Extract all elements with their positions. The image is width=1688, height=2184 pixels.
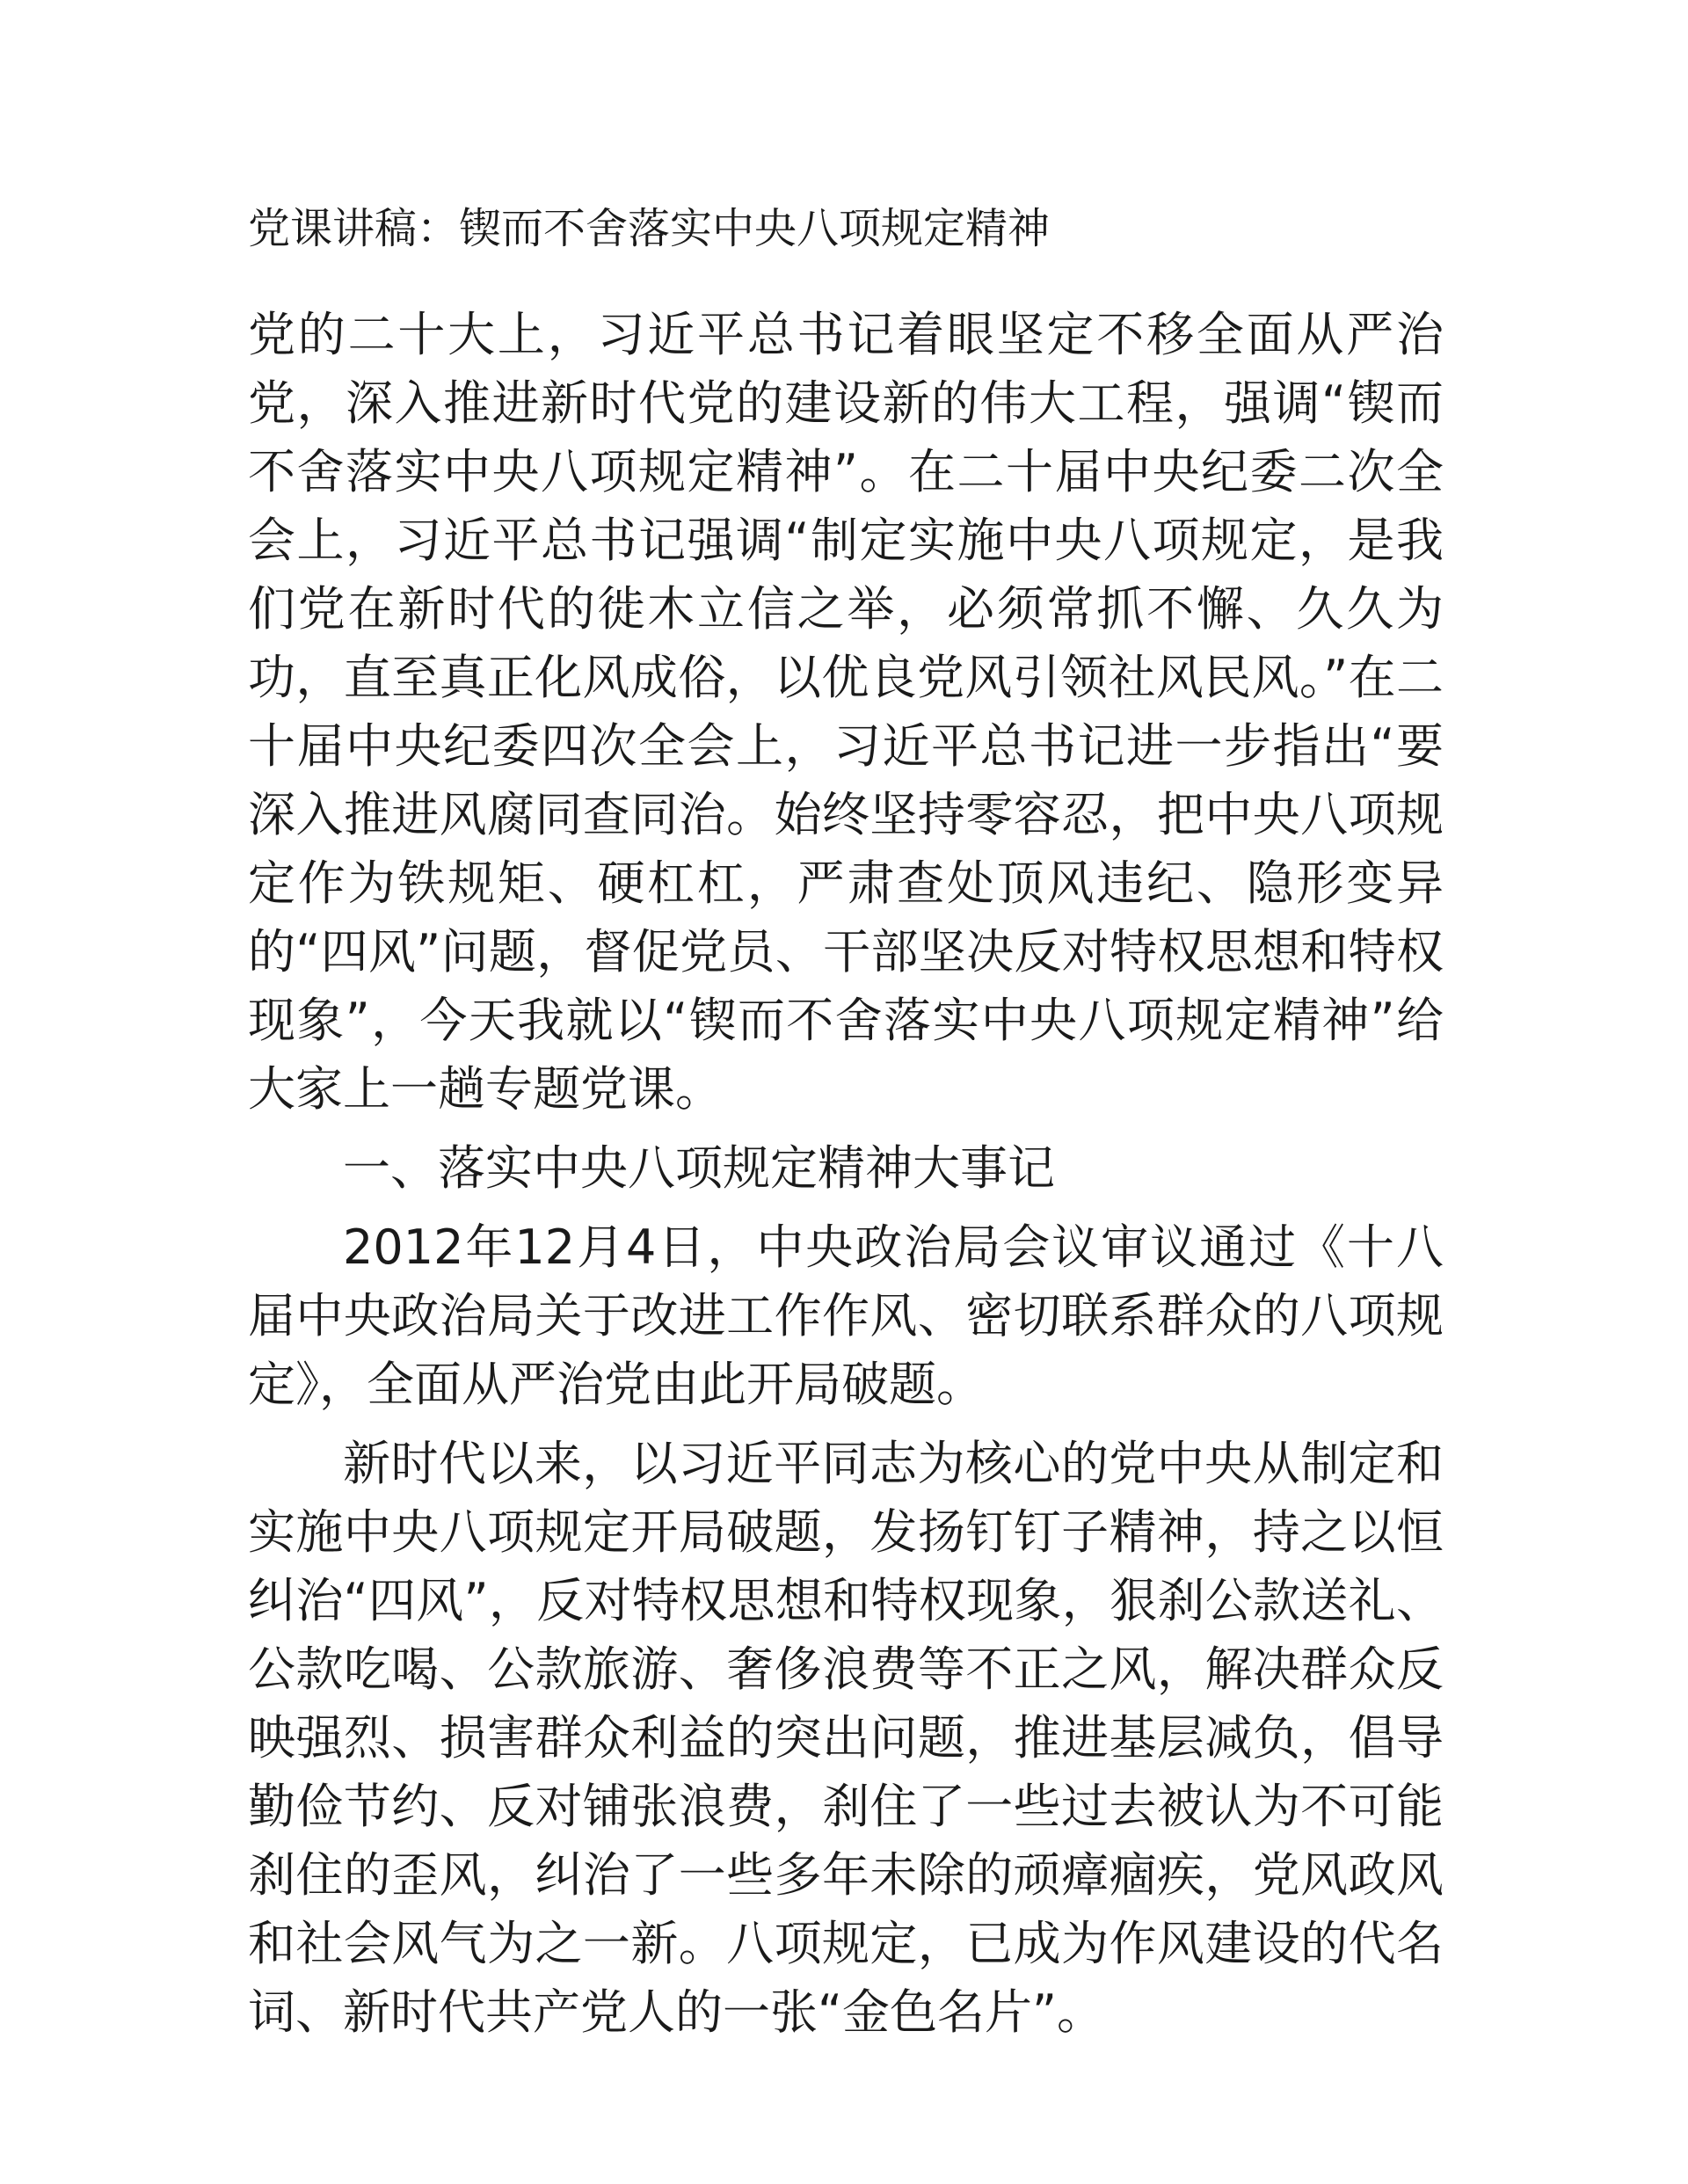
section-heading: 一、落实中央八项规定精神大事记	[343, 1140, 1055, 1196]
document-title: 党课讲稿：锲而不舍落实中央八项规定精神	[248, 204, 1051, 253]
intro-paragraph: 党的二十大上，习近平总书记着眼坚定不移全面从严治党，深入推进新时代党的建设新的伟大工程，强调“锲而不舍落实中央八项规定精神”。在二十届中央纪委二次全会上，习近平总书记强调“制定实施中央八项规定，是我们党在新时代的徙木立信之举，必须常抓不懈、久久为功，直至真正化风成俗，以优良党风引领社风民风。”在二十届中央纪委四次全会上，习近平总书记进一步指出“要深入推进风腐同查同治。始终坚持零容忍，把中央八项规定作为铁规矩、硬杠杠，严肃查处顶风违纪、隐形变异的“四风”问题，督促党员、干部坚决反对特权思想和特权现象”，今天我就以“锲而不舍落实中央八项规定精神”给大家上一趟专题党课。	[248, 307, 1444, 1117]
document-page	[248, 193, 1444, 2047]
summary-paragraph: 新时代以来，以习近平同志为核心的党中央从制定和实施中央八项规定开局破题，发扬钉钉子精神，持之以恒纠治“四风”，反对特权思想和特权现象，狠刹公款送礼、公款吃喝、公款旅游、奢侈浪费等不正之风，解决群众反映强烈、损害群众利益的突出问题，推进基层减负，倡导勤俭节约、反对铺张浪费，刹住了一些过去被认为不可能刹住的歪风，纠治了一些多年未除的顽瘴痼疾，党风政风和社会风气为之一新。八项规定，已成为作风建设的代名词、新时代共产党人的一张“金色名片”。	[248, 1436, 1444, 2040]
milestone-paragraph: 2012年12月4日，中央政治局会议审议通过《十八届中央政治局关于改进工作作风、密切联系群众的八项规定》，全面从严治党由此开局破题。	[248, 1219, 1444, 1412]
